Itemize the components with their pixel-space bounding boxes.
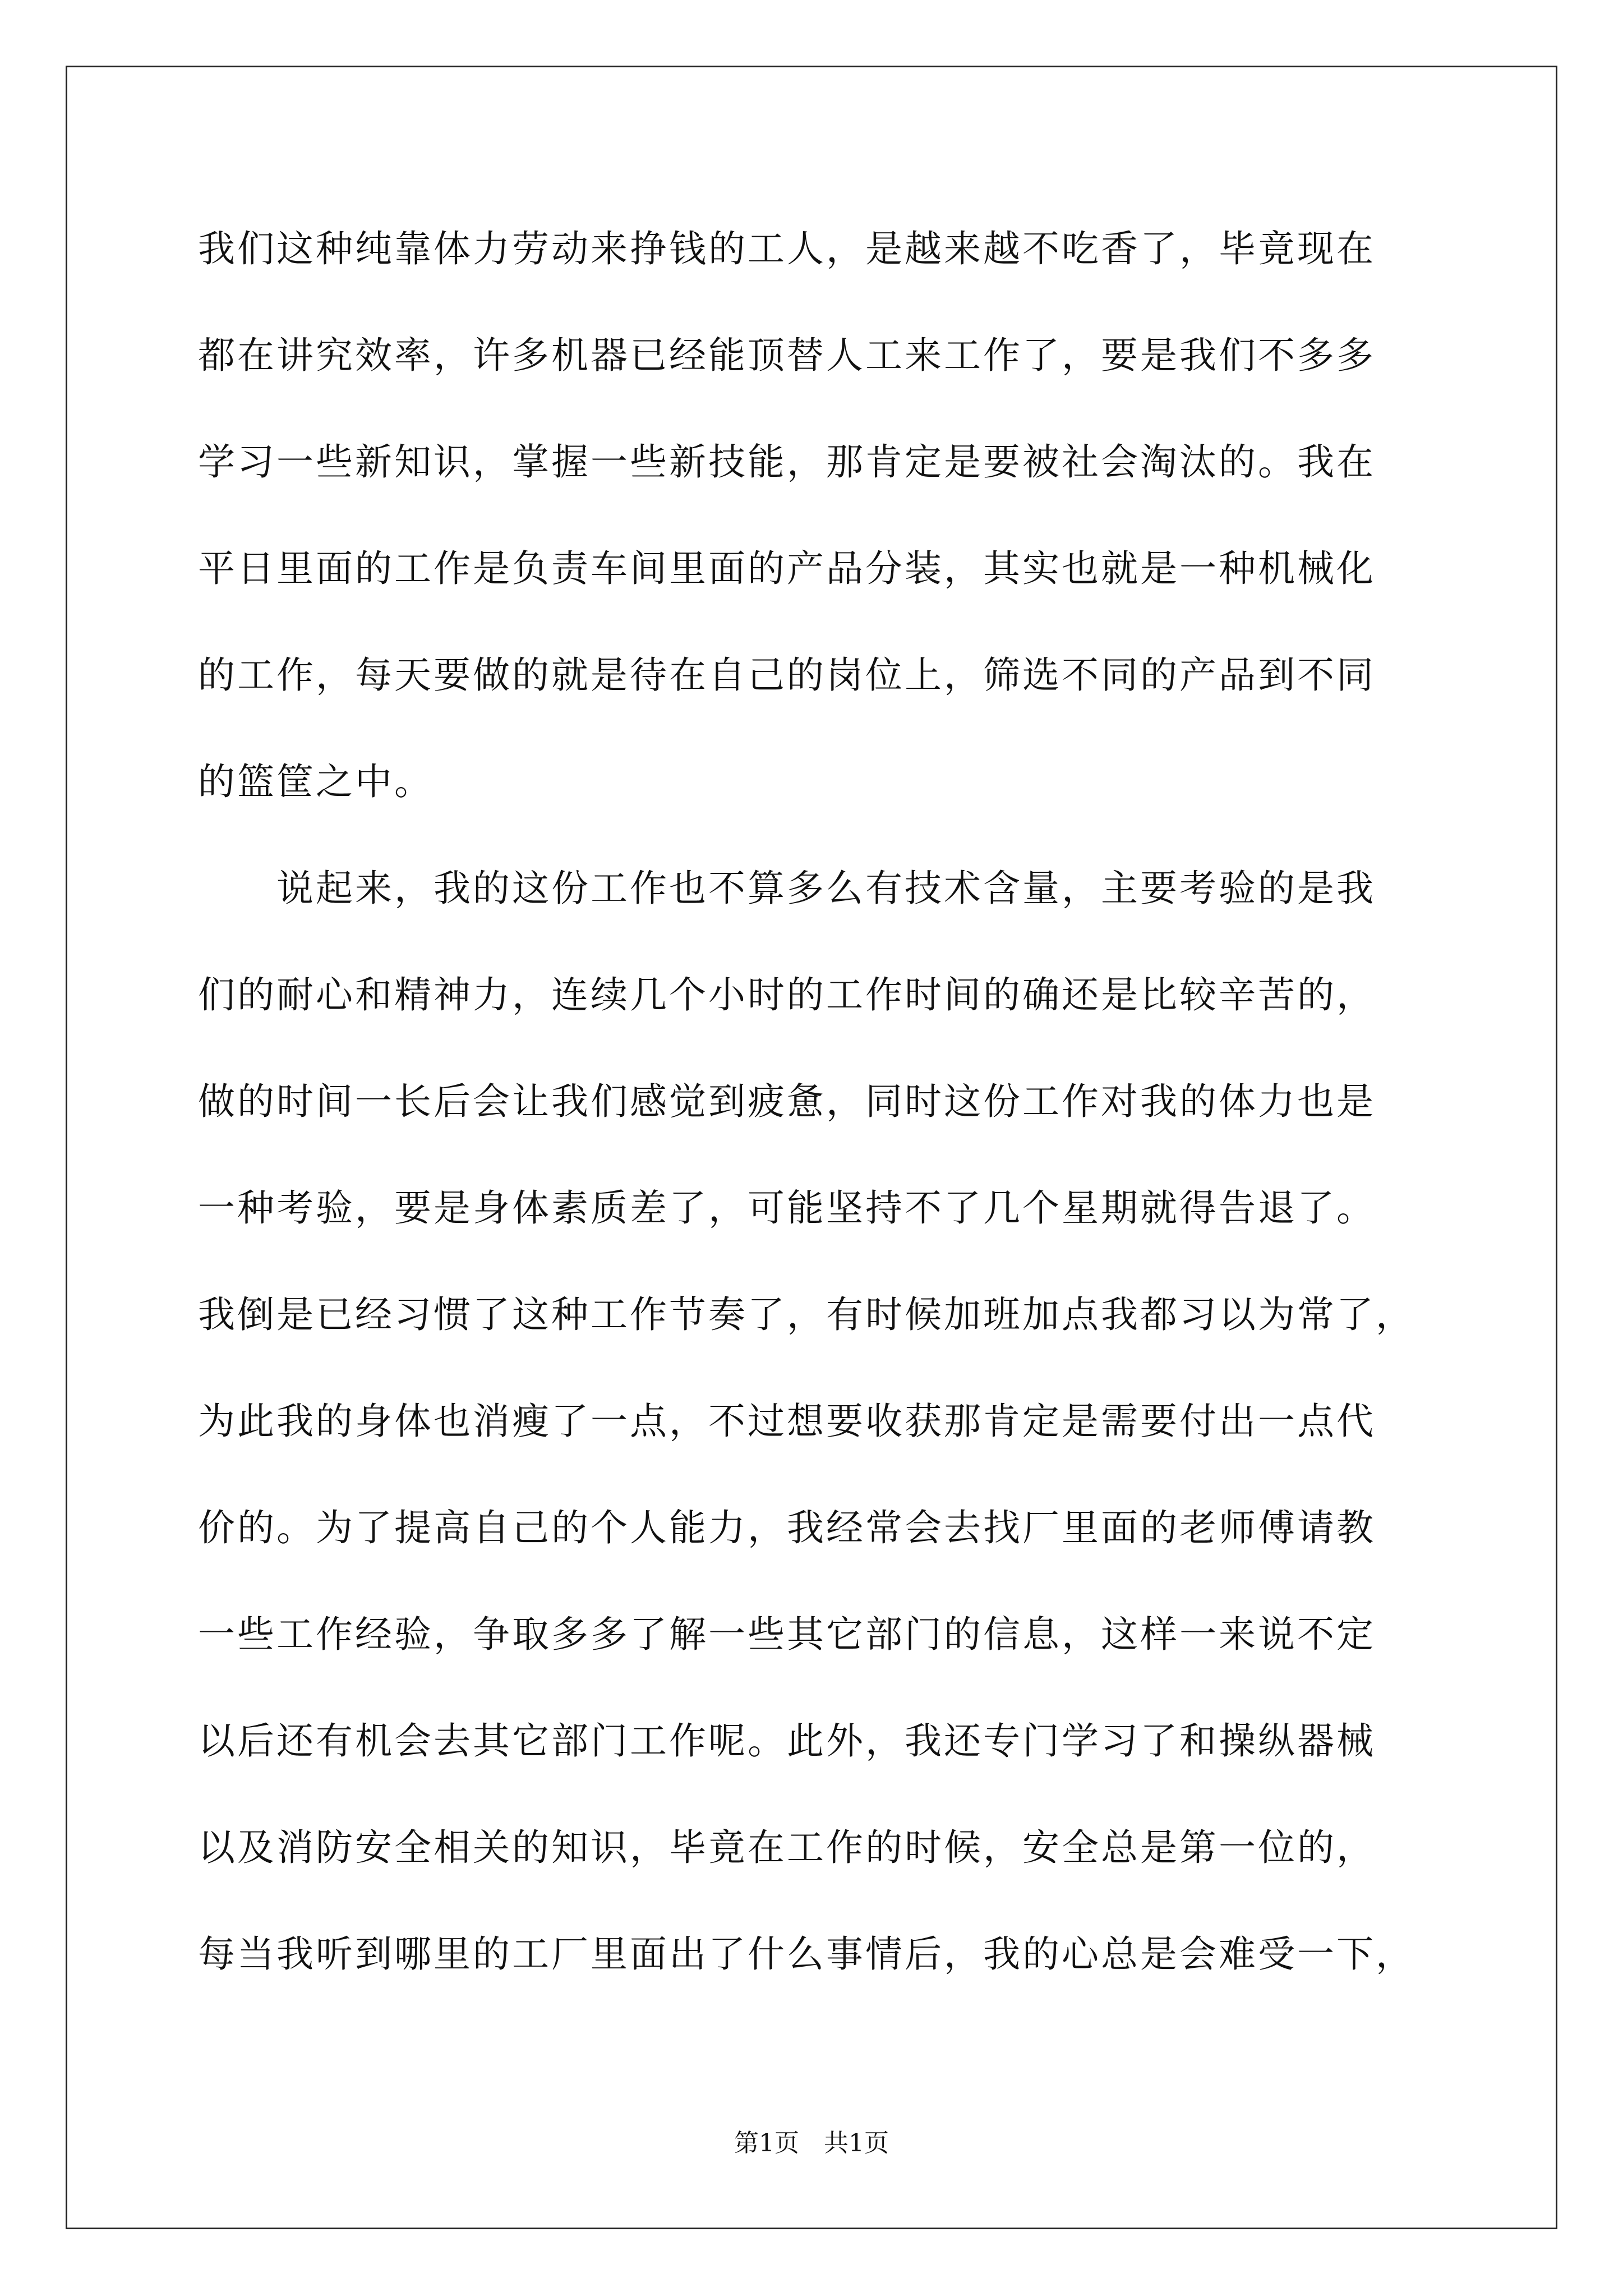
text-line: 每当我听到哪里的工厂里面出了什么事情后，我的心总是会难受一下， (198, 1932, 1415, 1976)
text-line: 做的时间一长后会让我们感觉到疲惫，同时这份工作对我的体力也是 (198, 1080, 1376, 1123)
text-line: 都在讲究效率，许多机器已经能顶替人工来工作了，要是我们不多多 (198, 334, 1376, 377)
text-line: 以及消防安全相关的知识，毕竟在工作的时候，安全总是第一位的， (198, 1826, 1376, 1869)
text-line: 平日里面的工作是负责车间里面的产品分装，其实也就是一种机械化 (198, 547, 1376, 590)
text-line: 我倒是已经习惯了这种工作节奏了，有时候加班加点我都习以为常了， (198, 1293, 1415, 1336)
page-footer: 第1页 共1页 (734, 2129, 889, 2157)
text-line: 为此我的身体也消瘦了一点，不过想要收获那肯定是需要付出一点代 (198, 1400, 1376, 1443)
text-line: 一种考验，要是身体素质差了，可能坚持不了几个星期就得告退了。 (198, 1186, 1376, 1230)
text-line: 我们这种纯靠体力劳动来挣钱的工人，是越来越不吃香了，毕竟现在 (198, 227, 1376, 270)
text-line: 一些工作经验，争取多多了解一些其它部门的信息，这样一来说不定 (198, 1613, 1376, 1656)
text-line: 们的耐心和精神力，连续几个小时的工作时间的确还是比较辛苦的， (198, 973, 1376, 1016)
text-line: 以后还有机会去其它部门工作呢。此外，我还专门学习了和操纵器械 (198, 1719, 1376, 1763)
text-line: 价的。为了提高自己的个人能力，我经常会去找厂里面的老师傅请教 (198, 1506, 1376, 1549)
document-body (198, 212, 1437, 2024)
text-line: 说起来，我的这份工作也不算多么有技术含量，主要考验的是我 (198, 867, 1376, 910)
text-line: 的工作，每天要做的就是待在自己的岗位上，筛选不同的产品到不同 (198, 654, 1376, 697)
text-line: 的篮筐之中。 (198, 760, 434, 803)
text-line: 学习一些新知识，掌握一些新技能，那肯定是要被社会淘汰的。我在 (198, 440, 1376, 484)
